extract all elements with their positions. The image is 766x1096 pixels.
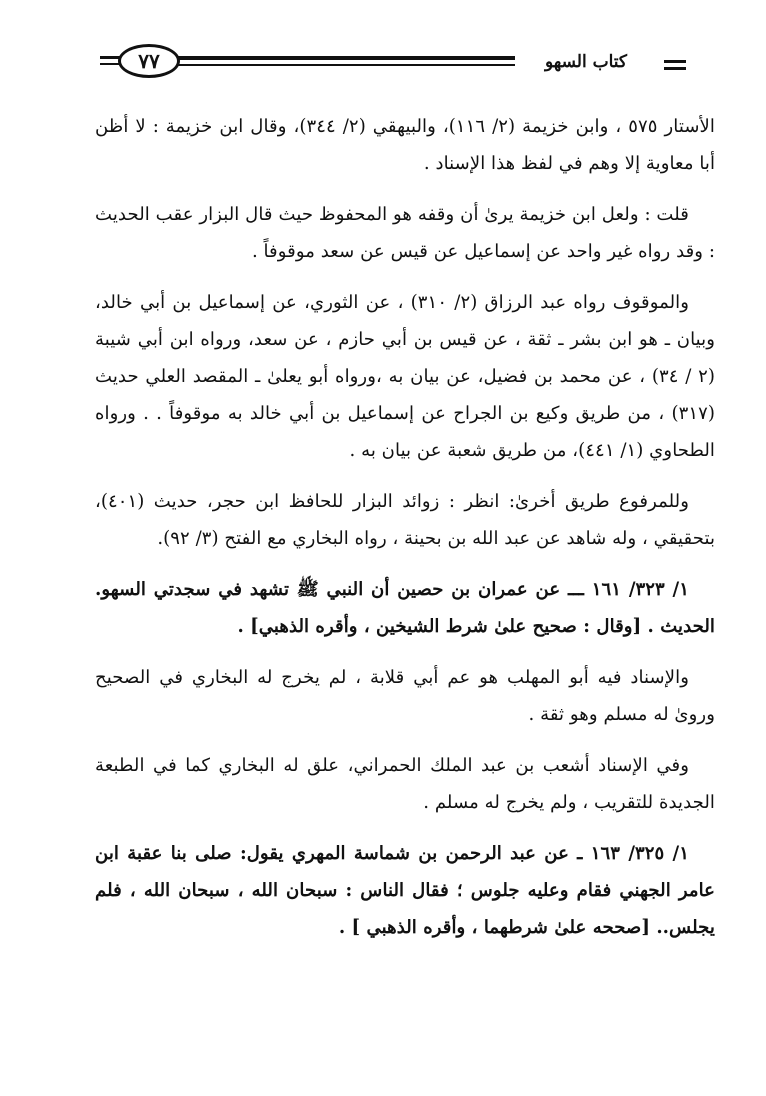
paragraph-6: والإسناد فيه أبو المهلب هو عم أبي قلابة ، لم يخرج له البخاري في الصحيح وروىٰ له مسلم وهو ثقة . [95, 667, 715, 725]
paragraph-3: والموقوف رواه عبد الرزاق (٢/ ٣١٠) ، عن الثوري، عن إسماعيل بن أبي خالد، وبيان ـ هو ابن بشر ـ ثقة ، عن قيس بن أبي حازم ، عن سعد، ورواه ابن أبي شيبة (٢ / ٣٤) ، عن محمد بن فضيل، عن بيان به ،ورواه أبو يعلىٰ ـ المقصد العلي حديث (٣١٧) ، من طريق وكيع بن الجراح عن إسماعيل بن أبي خالد به موقوفاً . . ورواه الطحاوي (١/ ٤٤١)، من طريق شعبة عن بيان به . [95, 292, 715, 461]
header-rule-right-bottom [664, 67, 686, 70]
page-number: ٧٧ [118, 44, 180, 78]
paragraph-1: الأستار ٥٧٥ ، وابن خزيمة (٢/ ١١٦)، والبيهقي (٢/ ٣٤٤)، وقال ابن خزيمة : لا أظن أبا معاوية إلا وهم في لفظ هذا الإسناد . [95, 116, 715, 174]
page-body [95, 108, 715, 960]
header-rule-bottom [160, 64, 515, 66]
paragraph-2: قلت : ولعل ابن خزيمة يرىٰ أن وقفه هو المحفوظ حيث قال البزار عقب الحديث : وقد رواه غير واحد عن إسماعيل عن قيس عن سعد موقوفاً . [95, 204, 715, 262]
hadith-161: ١/ ٣٢٣/ ١٦١ ـــ عن عمران بن حصين أن النبي ﷺ تشهد في سجدتي السهو. الحديث . [وقال : صحيح علىٰ شرط الشيخين ، وأقره الذهبي] . [95, 579, 715, 637]
header-rule-top [160, 56, 515, 60]
paragraph-7: وفي الإسناد أشعب بن عبد الملك الحمراني، علق له البخاري كما في الطبعة الجديدة للتقريب ، ولم يخرج له مسلم . [95, 755, 715, 813]
paragraph-4: وللمرفوع طريق أخرىٰ: انظر : زوائد البزار للحافظ ابن حجر، حديث (٤٠١)، بتحقيقي ، وله شاهد عن عبد الله بن بحينة ، رواه البخاري مع الفتح (٣/ ٩٢). [95, 491, 715, 549]
hadith-163: ١/ ٣٢٥/ ١٦٣ ـ عن عبد الرحمن بن شماسة المهري يقول: صلى بنا عقبة ابن عامر الجهني فقام وعليه جلوس ؛ فقال الناس : سبحان الله ، سبحان الله ، فلم يجلس.. [صححه علىٰ شرطهما ، وأقره الذهبي ] . [95, 843, 715, 938]
header-rule-right-top [664, 60, 686, 63]
page-header [0, 0, 766, 100]
chapter-title: كتاب السهو [522, 52, 650, 72]
